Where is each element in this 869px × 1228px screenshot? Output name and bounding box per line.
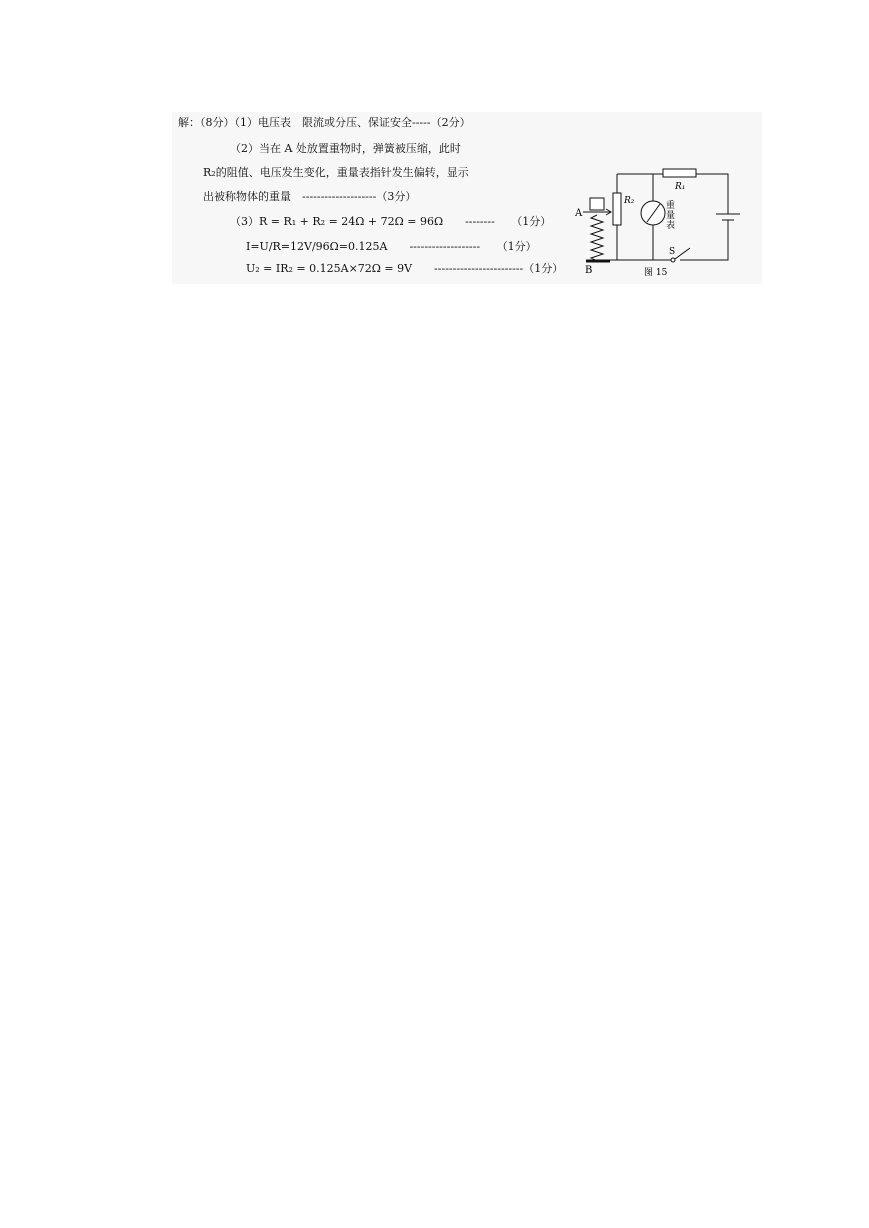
resistor-r1 (663, 169, 696, 177)
solution-line-6: I=U/R=12V/96Ω=0.125A ------------------- （1分） (246, 240, 537, 253)
label-s: S (669, 247, 676, 257)
figure-caption: 图 15 (644, 268, 668, 278)
solution-line-4: 出被称物体的重量 --------------------（3分） (203, 190, 417, 203)
solution-line-5: （3）R = R₁ + R₂ = 24Ω + 72Ω = 96Ω -------- （1分） (230, 215, 552, 228)
right-wire (680, 220, 728, 260)
label-r2: R₂ (624, 196, 635, 206)
solution-line-2: （2）当在 A 处放置重物时，弹簧被压缩，此时 (230, 142, 461, 155)
meter-label-2: 量 (666, 211, 676, 221)
switch-contact (671, 258, 675, 262)
battery-icon (716, 214, 740, 220)
circuit-diagram (568, 160, 748, 284)
resistor-r2 (613, 193, 621, 225)
label-b: B (585, 265, 593, 276)
meter-label-1: 重 (666, 201, 676, 211)
spring-icon (591, 215, 603, 261)
solution-line-7: U₂ = IR₂ = 0.125A×72Ω = 9V ------------------------（1分） (246, 262, 564, 275)
switch-lever (675, 248, 690, 259)
label-r1: R₁ (675, 182, 686, 192)
label-a: A (575, 208, 583, 219)
solution-line-3: R₂的阻值、电压发生变化，重量表指针发生偏转，显示 (203, 166, 469, 179)
weight-platform-a (590, 198, 604, 210)
meter-label-3: 表 (666, 221, 676, 231)
solution-line-1: 解：（8分）（1）电压表 限流或分压、保证安全-----（2分） (178, 116, 471, 129)
